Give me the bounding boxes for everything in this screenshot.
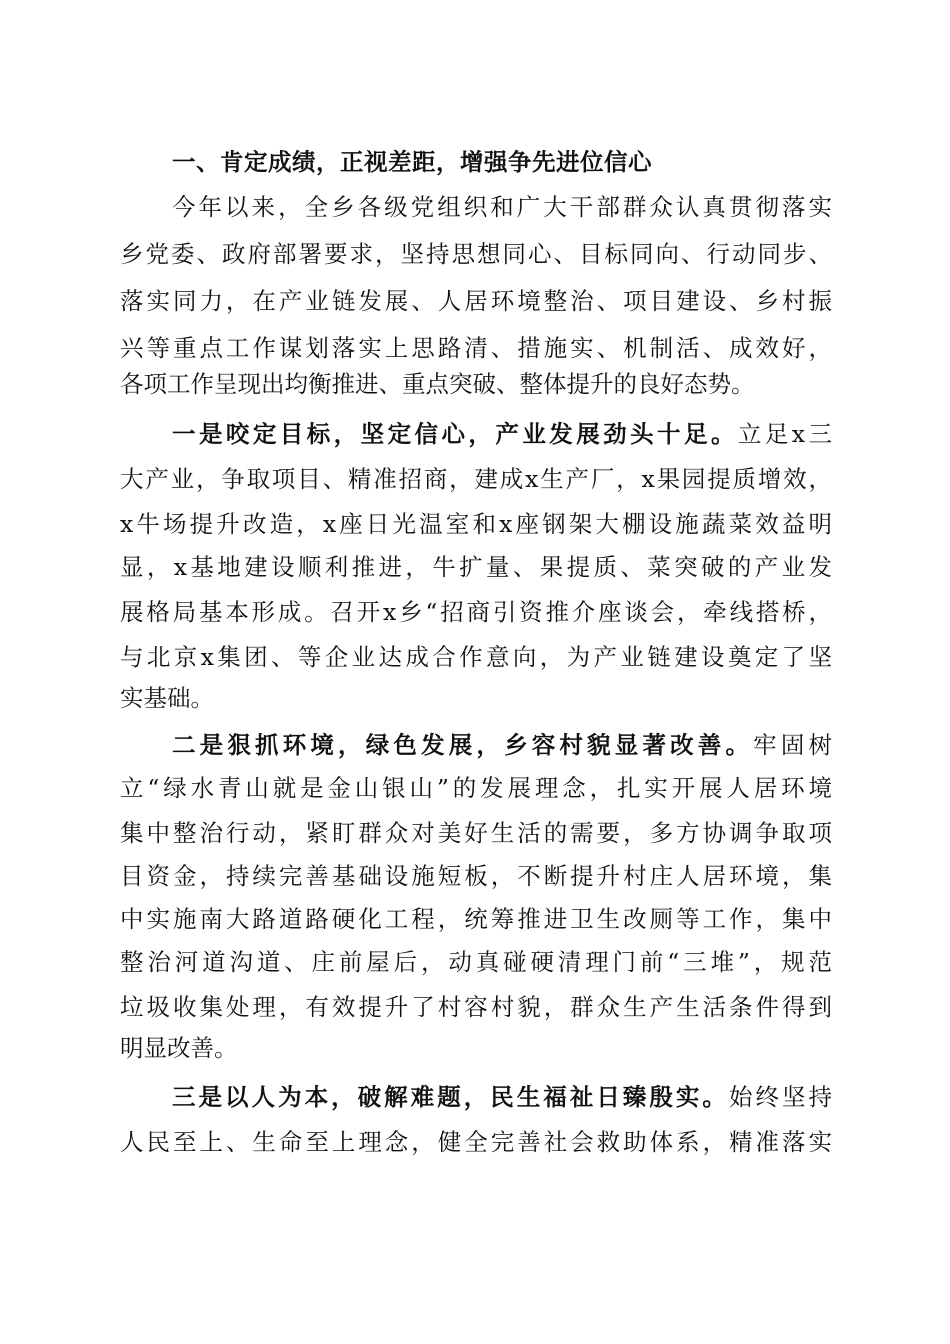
paragraph-3-lead: 二是狠抓环境，绿色发展，乡容村貌显著改善。 (172, 731, 754, 759)
section-heading: 一、肯定成绩，正视差距，增强争先进位信心 (172, 148, 652, 176)
paragraph-1-line: 各项工作呈现出均衡推进、重点突破、整体提升的良好态势。 (120, 370, 755, 398)
paragraph-2-line: 大产业，争取项目、精准招商，建成x生产厂，x果园提质增效， (120, 465, 832, 493)
paragraph-3-line: 垃圾收集处理，有效提升了村容村貌，群众生产生活条件得到 (120, 993, 832, 1021)
paragraph-1-line: 今年以来，全乡各级党组织和广大干部群众认真贯彻落实 (172, 193, 832, 221)
paragraph-2-line: 与北京x集团、等企业达成合作意向，为产业链建设奠定了坚 (120, 643, 832, 671)
paragraph-3-line: 集中整治行动，紧盯群众对美好生活的需要，多方协调争取项 (120, 819, 832, 847)
paragraph-3-line: 整治河道沟道、庄前屋后，动真碰硬清理门前“三堆”，规范 (120, 948, 832, 976)
paragraph-3-first-line (172, 722, 832, 769)
paragraph-1-line: 兴等重点工作谋划落实上思路清、措施实、机制活、成效好， (120, 334, 832, 362)
paragraph-4-first-rest: 始终坚持 (728, 1083, 832, 1111)
paragraph-4-lead: 三是以人为本，破解难题，民生福祉日臻殷实。 (172, 1083, 729, 1111)
paragraph-3-first-rest: 牢固树 (753, 731, 833, 759)
paragraph-2-first-rest: 立足x三 (737, 420, 833, 448)
paragraph-2-line: 实基础。 (120, 684, 214, 712)
paragraph-2-lead: 一是咬定目标，坚定信心，产业发展劲头十足。 (172, 420, 738, 448)
paragraph-1-line: 乡党委、政府部署要求，坚持思想同心、目标同向、行动同步、 (120, 240, 832, 268)
paragraph-2-line: x牛场提升改造，x座日光温室和x座钢架大棚设施蔬菜效益明 (120, 510, 832, 538)
paragraph-2-line: 显，x基地建设顺利推进，牛扩量、果提质、菜突破的产业发 (120, 553, 832, 581)
paragraph-3-line: 中实施南大路道路硬化工程，统筹推进卫生改厕等工作，集中 (120, 905, 832, 933)
paragraph-3-line: 目资金，持续完善基础设施短板，不断提升村庄人居环境，集 (120, 862, 832, 890)
paragraph-1-line: 落实同力，在产业链发展、人居环境整治、项目建设、乡村振 (120, 287, 832, 315)
paragraph-3-line: 明显改善。 (120, 1034, 238, 1062)
paragraph-4-line: 人民至上、生命至上理念，健全完善社会救助体系，精准落实 (120, 1128, 832, 1156)
paragraph-3-line: 立“绿水青山就是金山银山”的发展理念，扎实开展人居环境 (120, 774, 832, 802)
paragraph-4-first-line (172, 1074, 832, 1121)
paragraph-2-line: 展格局基本形成。召开x乡“招商引资推介座谈会，牵线搭桥， (120, 598, 832, 626)
paragraph-2-first-line (172, 411, 832, 458)
